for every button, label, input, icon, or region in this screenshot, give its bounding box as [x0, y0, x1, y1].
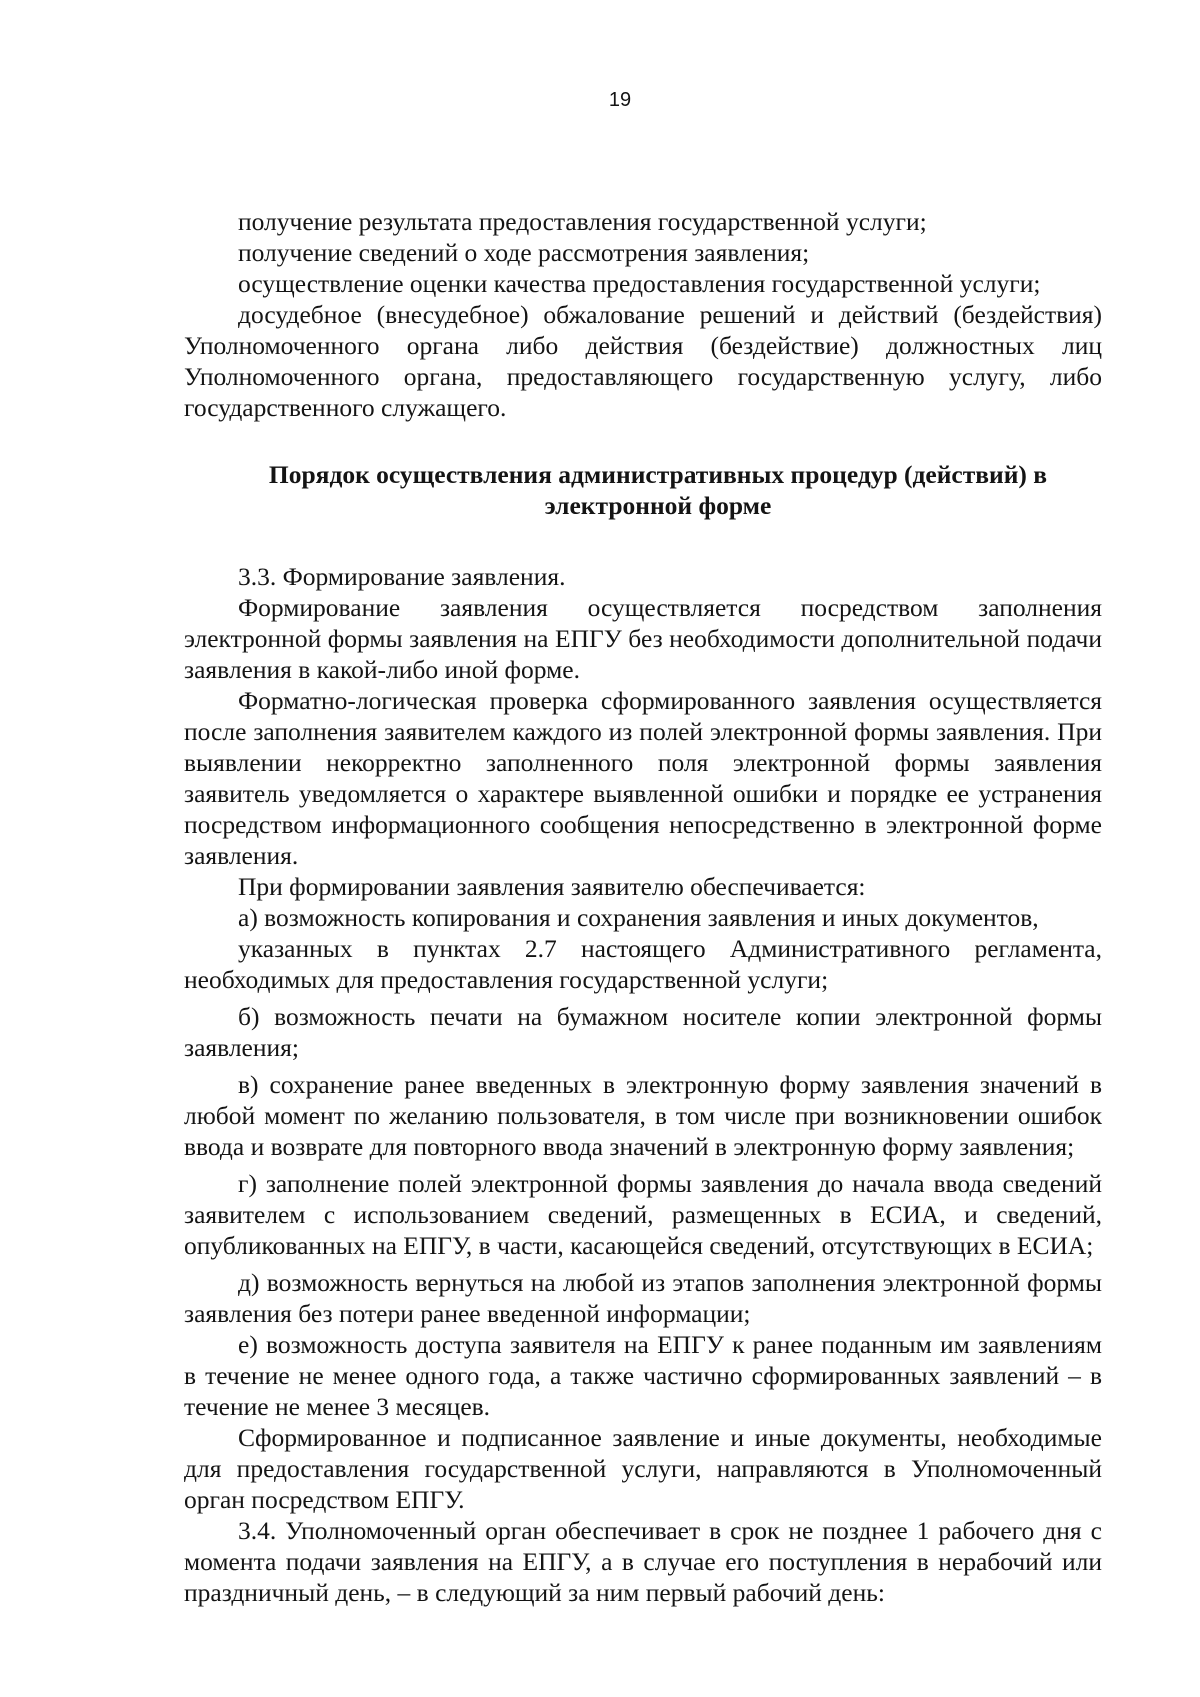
list-item-d: д) возможность вернуться на любой из этапов заполнения электронной формы заявления без потери ранее введенной информации;: [184, 1268, 1102, 1328]
paragraph: Форматно-логическая проверка сформированного заявления осуществляется после заполнения заявителем каждого из полей электронной формы заявления. При выявлении некорректно заполненного поля электронной формы заявления заявитель уведомляется о характере выявленной ошибки и порядке ее устранения посредством информационного сообщения непосредственно в электронной форме заявления.: [184, 686, 1102, 870]
paragraph: При формировании заявления заявителю обеспечивается:: [238, 872, 866, 901]
page-number: 19: [608, 89, 632, 111]
list-item-a-rest: указанных в пунктах 2.7 настоящего Административного регламента, необходимых для предоставления государственной услуги;: [184, 934, 1102, 994]
paragraph: Сформированное и подписанное заявление и иные документы, необходимые для предоставления государственной услуги, направляются в Уполномоченный орган посредством ЕПГУ.: [184, 1423, 1102, 1514]
list-item-b: б) возможность печати на бумажном носителе копии электронной формы заявления;: [184, 1002, 1102, 1062]
section-3-4: [184, 1515, 1102, 1608]
heading-line-1: Порядок осуществления административных процедур (действий) в: [268, 460, 1048, 489]
section-3-3: [184, 561, 1102, 1515]
list-item-e: е) возможность доступа заявителя на ЕПГУ к ранее поданным им заявлениям в течение не менее одного года, а также частично сформированных заявлений – в течение не менее 3 месяцев.: [184, 1330, 1102, 1421]
section-heading: [184, 459, 1102, 521]
list-item: получение сведений о ходе рассмотрения заявления;: [238, 238, 810, 267]
paragraph: 3.4. Уполномоченный орган обеспечивает в срок не позднее 1 рабочего дня с момента подачи заявления на ЕПГУ, а в случае его поступления в нерабочий или праздничный день, – в следующий за ним первый рабочий день:: [184, 1516, 1102, 1607]
list-item-v: в) сохранение ранее введенных в электронную форму заявления значений в любой момент по желанию пользователя, в том числе при возникновении ошибок ввода и возврате для повторного ввода значений в электронную форму заявления;: [184, 1070, 1102, 1161]
heading-line-2: электронной форме: [544, 491, 772, 520]
section-3-3-title: 3.3. Формирование заявления.: [238, 562, 566, 591]
list-item: осуществление оценки качества предоставления государственной услуги;: [238, 269, 1041, 298]
list-item: получение результата предоставления государственной услуги;: [238, 207, 927, 236]
list-item: досудебное (внесудебное) обжалование решений и действий (бездействия) Уполномоченного органа либо действия (бездействие) должностных лиц Уполномоченного органа, предоставляющего государственную услугу, либо государственного служащего.: [184, 300, 1102, 422]
document-body: [184, 206, 1102, 1608]
list-item-g: г) заполнение полей электронной формы заявления до начала ввода сведений заявителем с использованием сведений, размещенных в ЕСИА, и сведений, опубликованных на ЕПГУ, в части, касающейся сведений, отсутствующих в ЕСИА;: [184, 1169, 1102, 1260]
top-items-list: [184, 206, 1102, 423]
paragraph: Формирование заявления осуществляется посредством заполнения электронной формы заявления на ЕПГУ без необходимости дополнительной подачи заявления в какой-либо иной форме.: [184, 593, 1102, 684]
list-item-a-line1: а) возможность копирования и сохранения заявления и иных документов,: [238, 903, 1039, 932]
